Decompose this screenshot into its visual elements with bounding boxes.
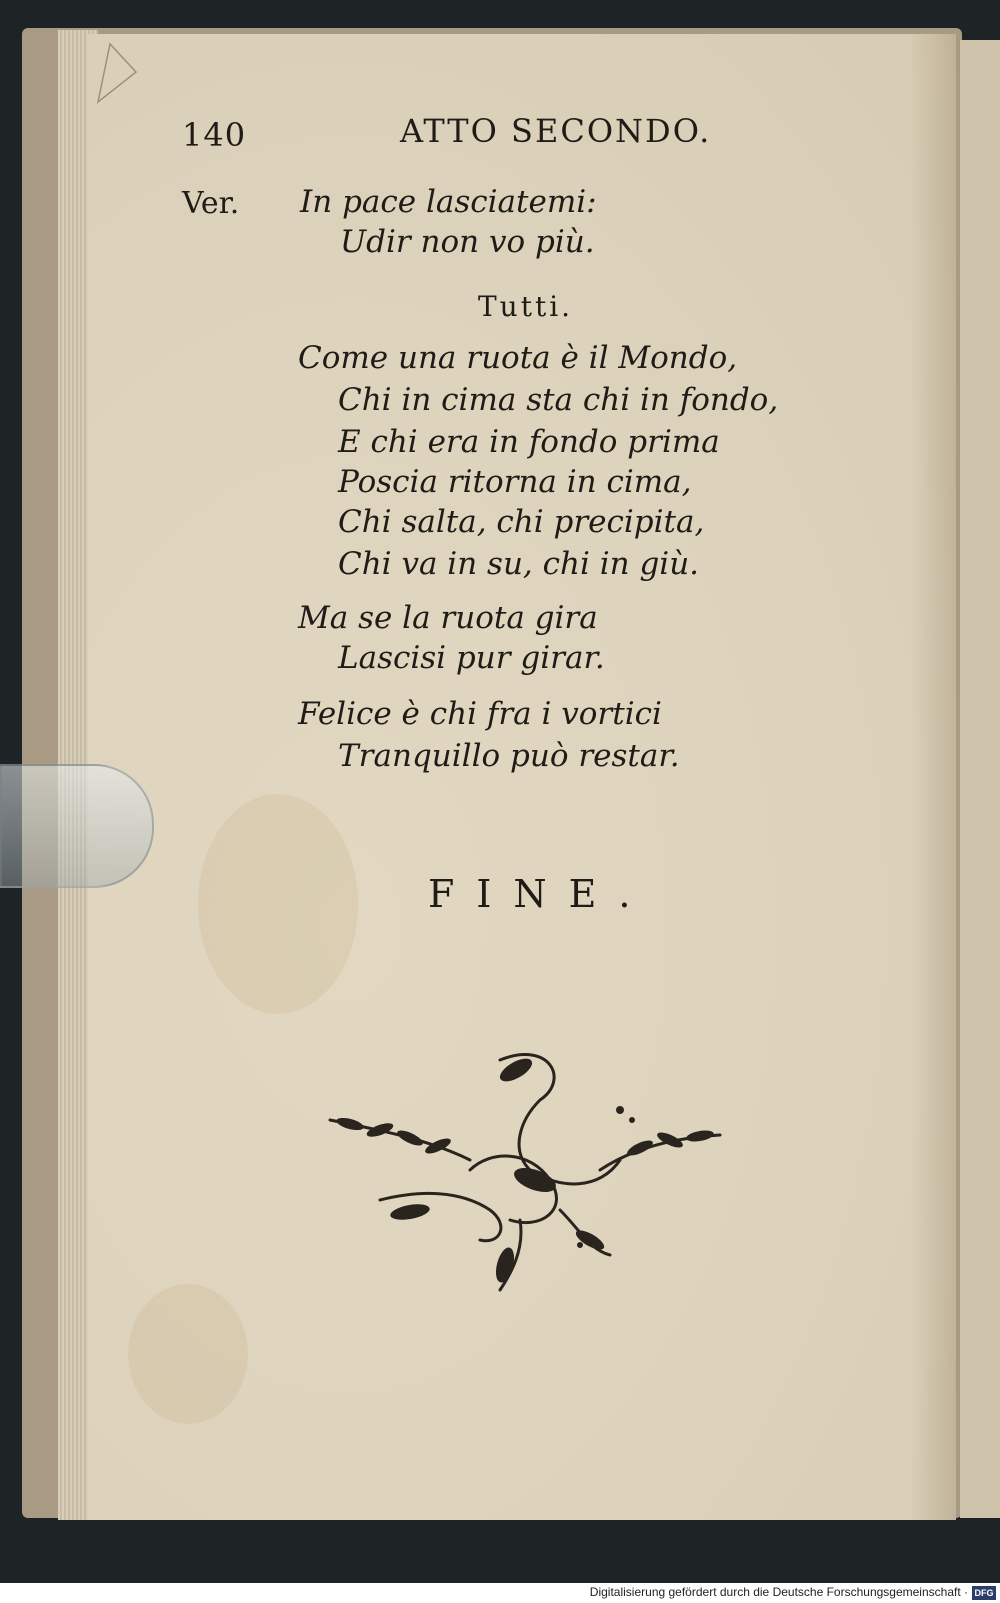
paper-stain: [128, 1284, 248, 1424]
page-clip-icon: [0, 764, 154, 888]
verse-line: Chi in cima sta chi in fondo,: [338, 382, 779, 418]
speaker-label: Ver.: [182, 186, 240, 221]
verse-line: Lascisi pur girar.: [338, 640, 605, 676]
verse-line: Ma se la ruota gira: [298, 600, 598, 636]
paper-stain: [198, 794, 358, 1014]
verse-line: Poscia ritorna in cima,: [338, 464, 692, 500]
verse-line: Udir non vo più.: [340, 224, 595, 260]
dfg-logo: DFG: [972, 1586, 996, 1600]
digitization-footer: [0, 1583, 1000, 1603]
funding-credit: Digitalisierung gefördert durch die Deutsche Forschungsgemeinschaft ·: [589, 1585, 968, 1599]
facing-page-edge: [960, 40, 1000, 1518]
rococo-foliage-vignette-icon: [320, 1040, 730, 1300]
corner-fold-icon: [96, 42, 138, 104]
verse-line: Chi va in su, chi in giù.: [338, 546, 700, 582]
verse-line: Come una ruota è il Mondo,: [298, 340, 738, 376]
verse-line: In pace lasciatemi:: [300, 184, 597, 220]
page-number: 140: [182, 116, 247, 154]
running-header: ATTO SECONDO.: [400, 112, 712, 150]
verse-line: E chi era in fondo prima: [338, 424, 720, 460]
verse-line: Chi salta, chi precipita,: [338, 504, 705, 540]
end-mark: FINE.: [428, 872, 653, 916]
verse-line: Felice è chi fra i vortici: [298, 696, 662, 732]
page-gutter-shade: [910, 34, 956, 1520]
chorus-label: Tutti.: [478, 290, 574, 323]
verse-line: Tranquillo può restar.: [338, 738, 680, 774]
